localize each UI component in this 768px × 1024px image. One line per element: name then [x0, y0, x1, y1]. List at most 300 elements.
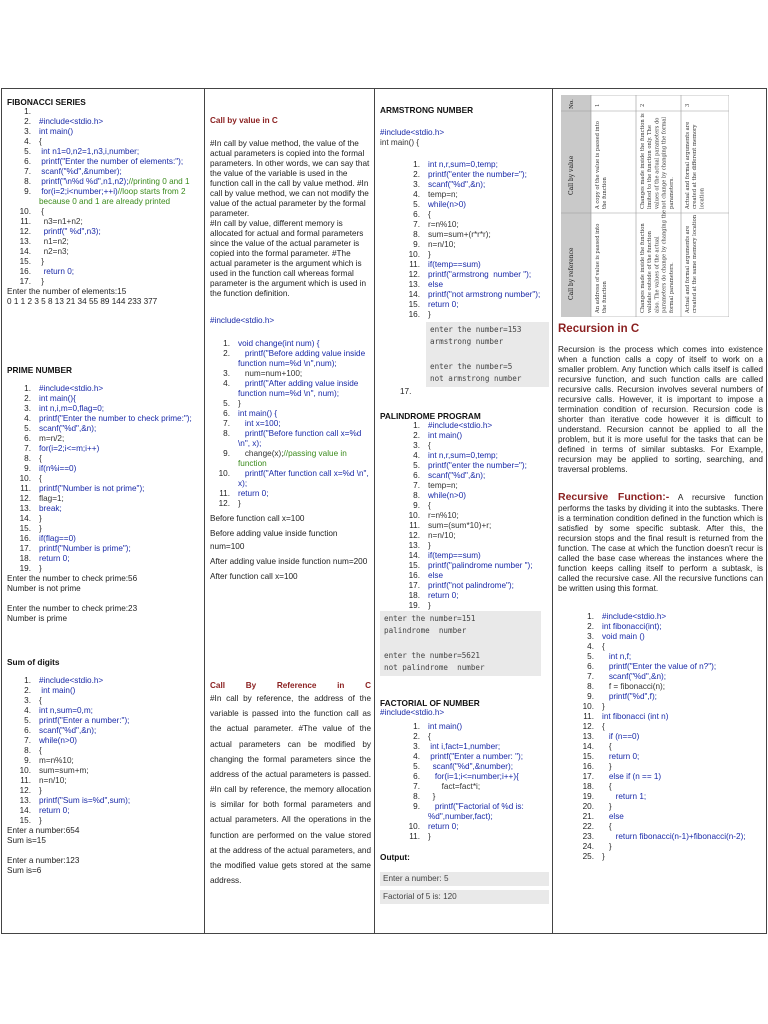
- line-text: printf("enter the number=");: [428, 170, 527, 180]
- fib-code-line: [7, 267, 201, 277]
- line-text: n3=n1+n2;: [39, 217, 83, 227]
- palindrome-output: enter the number=151 palindrome number enter the number=5621 not palindrome number: [380, 611, 541, 676]
- line-text: scanf("%d",&n);: [428, 180, 486, 190]
- line-number: 15.: [408, 561, 420, 571]
- line-number: 3.: [413, 180, 420, 190]
- line-text: #include<stdio.h>: [428, 421, 493, 431]
- line-text: {: [428, 732, 431, 742]
- line-number: 8.: [24, 454, 31, 464]
- line-text: }: [428, 792, 436, 802]
- digits-code-line: [7, 696, 201, 706]
- factorial-output-1: Enter a number: 5: [380, 872, 549, 886]
- column-1: [2, 89, 205, 933]
- line-text: printf("Enter a number:");: [39, 716, 130, 726]
- line-number: 1.: [24, 384, 31, 394]
- line-number: 14.: [19, 806, 31, 816]
- prime-code-line: [7, 384, 201, 394]
- line-text: }: [428, 832, 431, 842]
- rec-code-line: [558, 772, 763, 782]
- line-number: 18.: [582, 781, 594, 791]
- cbv-code-line: [210, 369, 371, 379]
- fact-code-line: [380, 742, 549, 752]
- line-number: 14.: [408, 290, 420, 300]
- call-by-reference-title: Call By Reference in C: [210, 681, 371, 690]
- line-text: }: [428, 541, 431, 551]
- line-text: m=n/2;: [39, 434, 65, 444]
- line-text: printf("Enter the number of elements:");: [39, 157, 184, 167]
- call-by-value-code: [210, 339, 371, 509]
- fib-code-line: [7, 277, 201, 287]
- table-cell-value: A copy of the value is passed into: [595, 121, 601, 209]
- line-text: printf("Enter the value of n?");: [602, 661, 717, 671]
- line-number: 6.: [413, 471, 420, 481]
- line-text: #include<stdio.h>: [602, 611, 667, 621]
- table-cell-value: Changes made inside the function is: [640, 113, 646, 209]
- line-number: 2.: [24, 394, 31, 404]
- cbv-code-line: [210, 429, 371, 449]
- line-text: r=n%10;: [428, 220, 459, 230]
- line-text: n1=n2;: [39, 237, 69, 247]
- call-by-reference-section: [210, 681, 371, 888]
- line-text: }: [428, 601, 431, 611]
- line-number: 4.: [223, 379, 230, 388]
- factorial-output-2: Factorial of 5 is: 120: [380, 890, 549, 904]
- line-text: while(n>0): [428, 200, 466, 210]
- call-by-reference-text: #In call by reference, the address of the variable is passed into the function call as the actual parameter. #The value of the actual parameters can be modified by changing the formal parameters since the address of the actual parameters is passed. #In call by reference, the memory allocation is similar for both formal parameters and actual parameters. All the operations in the function are performed on the value stored at the address of the actual parameters, and the modified value gets stored at the same address.: [210, 694, 371, 886]
- line-text: printf("not palindrome");: [428, 581, 514, 591]
- factorial-section: [380, 698, 549, 904]
- table-cell-value: values of the actual parameters do: [654, 117, 661, 209]
- line-number: 10.: [408, 511, 420, 521]
- armstrong-title: ARMSTRONG NUMBER: [380, 105, 474, 115]
- line-number: 4.: [24, 414, 31, 424]
- table-cell-reference: formal parameters.: [668, 262, 675, 313]
- table-cell-reference: the function: [602, 281, 609, 313]
- line-text: int n,i,m=0,flag=0;: [39, 404, 105, 414]
- line-number: 6.: [413, 772, 420, 782]
- line-number: 10.: [19, 207, 31, 217]
- prime-output-3: Enter the number to check prime:23: [7, 604, 138, 614]
- line-text: n2=n3;: [39, 247, 69, 257]
- cbv-code-line: [210, 349, 371, 369]
- line-text: int n,r,sum=0,temp;: [428, 160, 498, 170]
- line-text: scanf("%d",&number);: [39, 167, 122, 177]
- cbv-output-3: After adding value inside function num=200: [210, 556, 368, 566]
- line-text: int n,sum=0,m;: [39, 706, 93, 716]
- line-number: 3.: [24, 127, 31, 137]
- line-number: 4.: [413, 451, 420, 461]
- fact-code-line: [380, 762, 549, 772]
- line-number: 16.: [408, 310, 420, 320]
- arm-code-line: [380, 200, 549, 210]
- digits-code-line: [7, 706, 201, 716]
- line-number: 5.: [223, 399, 230, 408]
- pal-code-line: [380, 471, 549, 481]
- prime-output-2: Number is not prime: [7, 584, 81, 594]
- line-text: printf("Number is prime");: [39, 544, 131, 554]
- prime-code-line: [7, 464, 201, 474]
- arm-code-line: [380, 310, 549, 320]
- line-text: sum=sum+(r*r*r);: [428, 230, 491, 240]
- rec-code-line: [558, 782, 763, 792]
- pal-code-line: [380, 481, 549, 491]
- line-text: fact=fact*i;: [428, 782, 481, 792]
- line-text: return 0;: [428, 591, 459, 601]
- line-number: 4.: [24, 137, 31, 147]
- table-header-value: Call by value: [568, 155, 575, 195]
- arm-code-line: [380, 260, 549, 270]
- line-text: {: [602, 781, 612, 791]
- line-text: }: [238, 499, 241, 508]
- line-text: for(i=2;i<number;++i)//loop starts from 2 because 0 and 1 are already printed: [39, 187, 188, 207]
- line-text: int fibonacci(int);: [602, 621, 662, 631]
- line-number: 9.: [223, 449, 230, 458]
- comparison-table-graphic: [561, 95, 729, 317]
- line-text: int main(): [428, 722, 463, 732]
- prime-section: [7, 365, 201, 624]
- fact-code-line: [380, 832, 549, 842]
- sum-digits-output-1: Enter a number:654: [7, 826, 80, 836]
- line-text: sum=sum+m;: [39, 766, 89, 776]
- prime-code-line: [7, 564, 201, 574]
- digits-code-line: [7, 726, 201, 736]
- cbv-output-2: Before adding value inside function num=100: [210, 529, 338, 551]
- arm-code-line: [380, 290, 549, 300]
- pal-code-line: [380, 451, 549, 461]
- line-number: 1.: [413, 722, 420, 732]
- line-text: }: [39, 257, 45, 267]
- cbv-code-line: [210, 469, 371, 489]
- line-text: printf("After function call x=%d \n", x);: [238, 469, 372, 488]
- rec-code-line: [558, 612, 763, 622]
- recursion-code: [558, 612, 763, 862]
- pal-code-line: [380, 501, 549, 511]
- line-text: flag=1;: [39, 494, 64, 504]
- prime-code-line: [7, 394, 201, 404]
- line-number: 9.: [24, 464, 31, 474]
- line-number: 10.: [408, 822, 420, 832]
- column-3: [375, 89, 553, 933]
- line-text: return 0;: [428, 822, 459, 832]
- line-number: 20.: [582, 801, 594, 811]
- line-number: 18.: [408, 591, 420, 601]
- prime-code-line: [7, 444, 201, 454]
- line-text: printf("Enter a number: ");: [428, 752, 524, 762]
- line-text: int i,fact=1,number;: [428, 742, 501, 752]
- line-text: if(temp==sum): [428, 260, 481, 270]
- line-text: int main(): [39, 127, 74, 137]
- digits-code-line: [7, 766, 201, 776]
- line-text: printf("palindrome number ");: [428, 561, 533, 571]
- line-number: 12.: [408, 531, 420, 541]
- line-number: 1.: [413, 421, 420, 431]
- arm-code-line: [380, 240, 549, 250]
- fibonacci-section: [7, 97, 201, 307]
- rec-code-line: [558, 752, 763, 762]
- line-number: 2.: [24, 117, 31, 127]
- line-number: 1.: [587, 611, 594, 621]
- line-text: printf("After adding value inside function num=%d \n", num);: [238, 379, 361, 398]
- line-number: 6.: [24, 434, 31, 444]
- fib-code-line: [7, 227, 201, 237]
- line-number: 7.: [587, 671, 594, 681]
- line-number: 19.: [408, 601, 420, 611]
- line-text: {: [39, 474, 42, 484]
- line-text: printf("\n%d %d",n1,n2);//printing 0 and 1: [39, 177, 190, 187]
- line-number: 7.: [24, 444, 31, 454]
- pal-code-line: [380, 541, 549, 551]
- prime-code-line: [7, 504, 201, 514]
- line-number: 17.: [19, 544, 31, 554]
- line-number: 24.: [582, 841, 594, 851]
- line-text: {: [39, 137, 42, 147]
- line-text: printf("not armstrong number");: [428, 290, 541, 300]
- pal-code-line: [380, 421, 549, 431]
- line-text: if (n==0): [602, 731, 640, 741]
- prime-code-line: [7, 494, 201, 504]
- column-4: [553, 89, 766, 933]
- call-by-value-section: [210, 116, 371, 583]
- table-cell-reference: also. The values of the actual: [654, 236, 661, 313]
- line-number: 7.: [24, 736, 31, 746]
- fibonacci-output-2: 0 1 1 2 3 5 8 13 21 34 55 89 144 233 377: [7, 297, 158, 307]
- line-number: 5.: [413, 762, 420, 772]
- fact-code-line: [380, 822, 549, 832]
- digits-code-line: [7, 776, 201, 786]
- fact-code-line: [380, 782, 549, 792]
- armstrong-last-line: 17.: [400, 386, 412, 396]
- line-text: scanf("%d",&n);: [428, 471, 486, 481]
- pal-code-line: [380, 461, 549, 471]
- line-text: }: [238, 399, 241, 408]
- fib-code-line: [7, 217, 201, 227]
- line-text: n=n/10;: [428, 531, 456, 541]
- line-text: return fibonacci(n-1)+fibonacci(n-2);: [602, 831, 746, 841]
- line-number: 17.: [19, 277, 31, 287]
- line-text: return 0;: [39, 554, 70, 564]
- line-text: return 1;: [602, 791, 647, 801]
- line-number: 12.: [19, 786, 31, 796]
- line-number: 8.: [413, 230, 420, 240]
- prime-code-line: [7, 404, 201, 414]
- line-number: 10.: [19, 474, 31, 484]
- line-number: 16.: [19, 267, 31, 277]
- palindrome-title: PALINDROME PROGRAM: [380, 411, 481, 421]
- pal-code-line: [380, 441, 549, 451]
- line-number: 13.: [582, 731, 594, 741]
- fact-code-line: [380, 792, 549, 802]
- prime-code-line: [7, 534, 201, 544]
- line-number: 6.: [24, 157, 31, 167]
- prime-output-1: Enter the number to check prime:56: [7, 574, 138, 584]
- digits-code-line: [7, 716, 201, 726]
- line-text: {: [39, 454, 42, 464]
- digits-code-line: [7, 756, 201, 766]
- fact-code-line: [380, 772, 549, 782]
- line-number: 10.: [19, 766, 31, 776]
- fact-code-line: [380, 722, 549, 732]
- table-cell-reference: validate outside of the function: [647, 230, 654, 313]
- line-text: return 0;: [428, 300, 459, 310]
- line-text: }: [39, 277, 45, 287]
- line-number: 11.: [219, 489, 230, 498]
- line-text: [39, 107, 201, 117]
- line-text: void change(int num) {: [238, 339, 320, 348]
- cbv-output-1: Before function call x=100: [210, 514, 305, 523]
- line-number: 12.: [408, 270, 420, 280]
- pal-code-line: [380, 581, 549, 591]
- line-number: 11.: [583, 711, 594, 721]
- line-text: {: [39, 746, 42, 756]
- arm-code-line: [380, 250, 549, 260]
- line-number: 2.: [587, 621, 594, 631]
- sum-digits-title: Sum of digits: [7, 657, 60, 667]
- table-cell-value: Actual and formal arguments are: [685, 121, 691, 209]
- line-text: num=num+100;: [238, 369, 303, 378]
- line-number: 19.: [19, 564, 31, 574]
- line-number: 16.: [582, 761, 594, 771]
- table-cell-reference: parameters do change by changing the: [661, 209, 668, 313]
- rec-code-line: [558, 742, 763, 752]
- table-header-no: No.: [569, 99, 575, 109]
- line-number: 21.: [582, 811, 594, 821]
- digits-code-line: [7, 746, 201, 756]
- cbv-code-line: [210, 399, 371, 409]
- line-number: 3.: [587, 631, 594, 641]
- pal-code-line: [380, 571, 549, 581]
- factorial-code: [380, 722, 549, 842]
- line-number: 5.: [413, 461, 420, 471]
- line-number: 19.: [582, 791, 594, 801]
- armstrong-output: enter the number=153 armstrong number enter the number=5 not armstrong number: [426, 322, 549, 387]
- line-number: 6.: [223, 409, 230, 418]
- fib-code-line: [7, 137, 201, 147]
- fib-code-line: [7, 147, 201, 157]
- line-number: 6.: [587, 661, 594, 671]
- line-text: }: [428, 250, 431, 260]
- line-text: }: [39, 564, 42, 574]
- line-number: 15.: [19, 524, 31, 534]
- recursion-section: [558, 322, 763, 862]
- line-number: 14.: [582, 741, 594, 751]
- arm-code-line: [380, 180, 549, 190]
- fib-code-line: [7, 207, 201, 217]
- line-number: 8.: [413, 792, 420, 802]
- arm-code-line: [380, 170, 549, 180]
- line-text: temp=n;: [428, 481, 458, 491]
- rec-code-line: [558, 812, 763, 822]
- line-text: n=n/10;: [39, 776, 67, 786]
- digits-code-line: [7, 736, 201, 746]
- line-number: 12.: [218, 499, 230, 508]
- fact-code-line: [380, 802, 549, 822]
- column-2: [205, 89, 375, 933]
- arm-code-line: [380, 280, 549, 290]
- fib-code-line: [7, 257, 201, 267]
- digits-code-line: [7, 806, 201, 816]
- table-cell-value: the function: [602, 177, 609, 209]
- table-header-reference: Call by reference: [568, 247, 575, 300]
- line-number: 8.: [24, 177, 31, 187]
- line-number: 9.: [413, 240, 420, 250]
- line-number: 6.: [24, 726, 31, 736]
- line-text: void main (): [602, 631, 645, 641]
- line-number: 7.: [413, 220, 420, 230]
- arm-code-line: [380, 230, 549, 240]
- cbv-code-line: [210, 339, 371, 349]
- line-text: }: [602, 801, 612, 811]
- line-text: while(n>0): [428, 491, 466, 501]
- rec-code-line: [558, 762, 763, 772]
- line-number: 1.: [24, 676, 31, 686]
- line-text: printf("enter the number=");: [428, 461, 527, 471]
- prime-code-line: [7, 514, 201, 524]
- digits-code-line: [7, 676, 201, 686]
- line-text: {: [602, 741, 612, 751]
- line-text: if(flag==0): [39, 534, 76, 544]
- fib-code-line: [7, 127, 201, 137]
- line-number: 1.: [413, 160, 420, 170]
- line-text: }: [602, 701, 605, 711]
- line-text: {: [39, 696, 42, 706]
- line-text: int main(): [39, 686, 76, 696]
- line-text: printf(" %d",n3);: [39, 227, 101, 237]
- line-number: 15.: [19, 257, 31, 267]
- line-number: 2.: [223, 349, 230, 358]
- line-number: 11.: [20, 217, 31, 227]
- line-number: 12.: [19, 494, 31, 504]
- call-by-value-include: #include<stdio.h>: [210, 316, 275, 325]
- line-number: 6.: [413, 210, 420, 220]
- line-text: printf("Before function call x=%d \n", x);: [238, 429, 364, 448]
- line-number: 9.: [413, 802, 420, 812]
- rec-code-line: [558, 842, 763, 852]
- rec-code-line: [558, 722, 763, 732]
- factorial-output-label: Output:: [380, 852, 410, 863]
- fib-code-line: [7, 177, 201, 187]
- prime-title: PRIME NUMBER: [7, 365, 72, 375]
- rec-code-line: [558, 702, 763, 712]
- line-number: 17.: [582, 771, 594, 781]
- fact-code-line: [380, 752, 549, 762]
- line-number: 15.: [19, 816, 31, 826]
- table-cell-no: 3: [685, 103, 691, 107]
- armstrong-include: #include<stdio.h>: [380, 128, 445, 138]
- line-text: n=n/10;: [428, 240, 456, 250]
- line-number: 10.: [408, 250, 420, 260]
- arm-code-line: [380, 210, 549, 220]
- line-text: m=n%10;: [39, 756, 74, 766]
- line-number: 11.: [20, 776, 31, 786]
- line-number: 13.: [408, 280, 420, 290]
- pal-code-line: [380, 521, 549, 531]
- rec-code-line: [558, 832, 763, 842]
- table-cell-reference: An address of value is passed into: [595, 223, 601, 313]
- line-text: #include<stdio.h>: [39, 384, 104, 394]
- line-text: #include<stdio.h>: [39, 117, 104, 127]
- table-cell-reference: Changes made inside the function: [640, 223, 646, 313]
- call-by-value-title: Call by value in C: [210, 116, 278, 125]
- recursive-function-block: [558, 491, 763, 594]
- rec-code-line: [558, 692, 763, 702]
- line-text: }: [428, 310, 431, 320]
- fibonacci-code: [7, 107, 201, 287]
- line-text: else if (n == 1): [602, 771, 662, 781]
- fact-code-line: [380, 732, 549, 742]
- rec-code-line: [558, 652, 763, 662]
- line-number: 17.: [408, 581, 420, 591]
- line-text: int x=100;: [238, 419, 281, 428]
